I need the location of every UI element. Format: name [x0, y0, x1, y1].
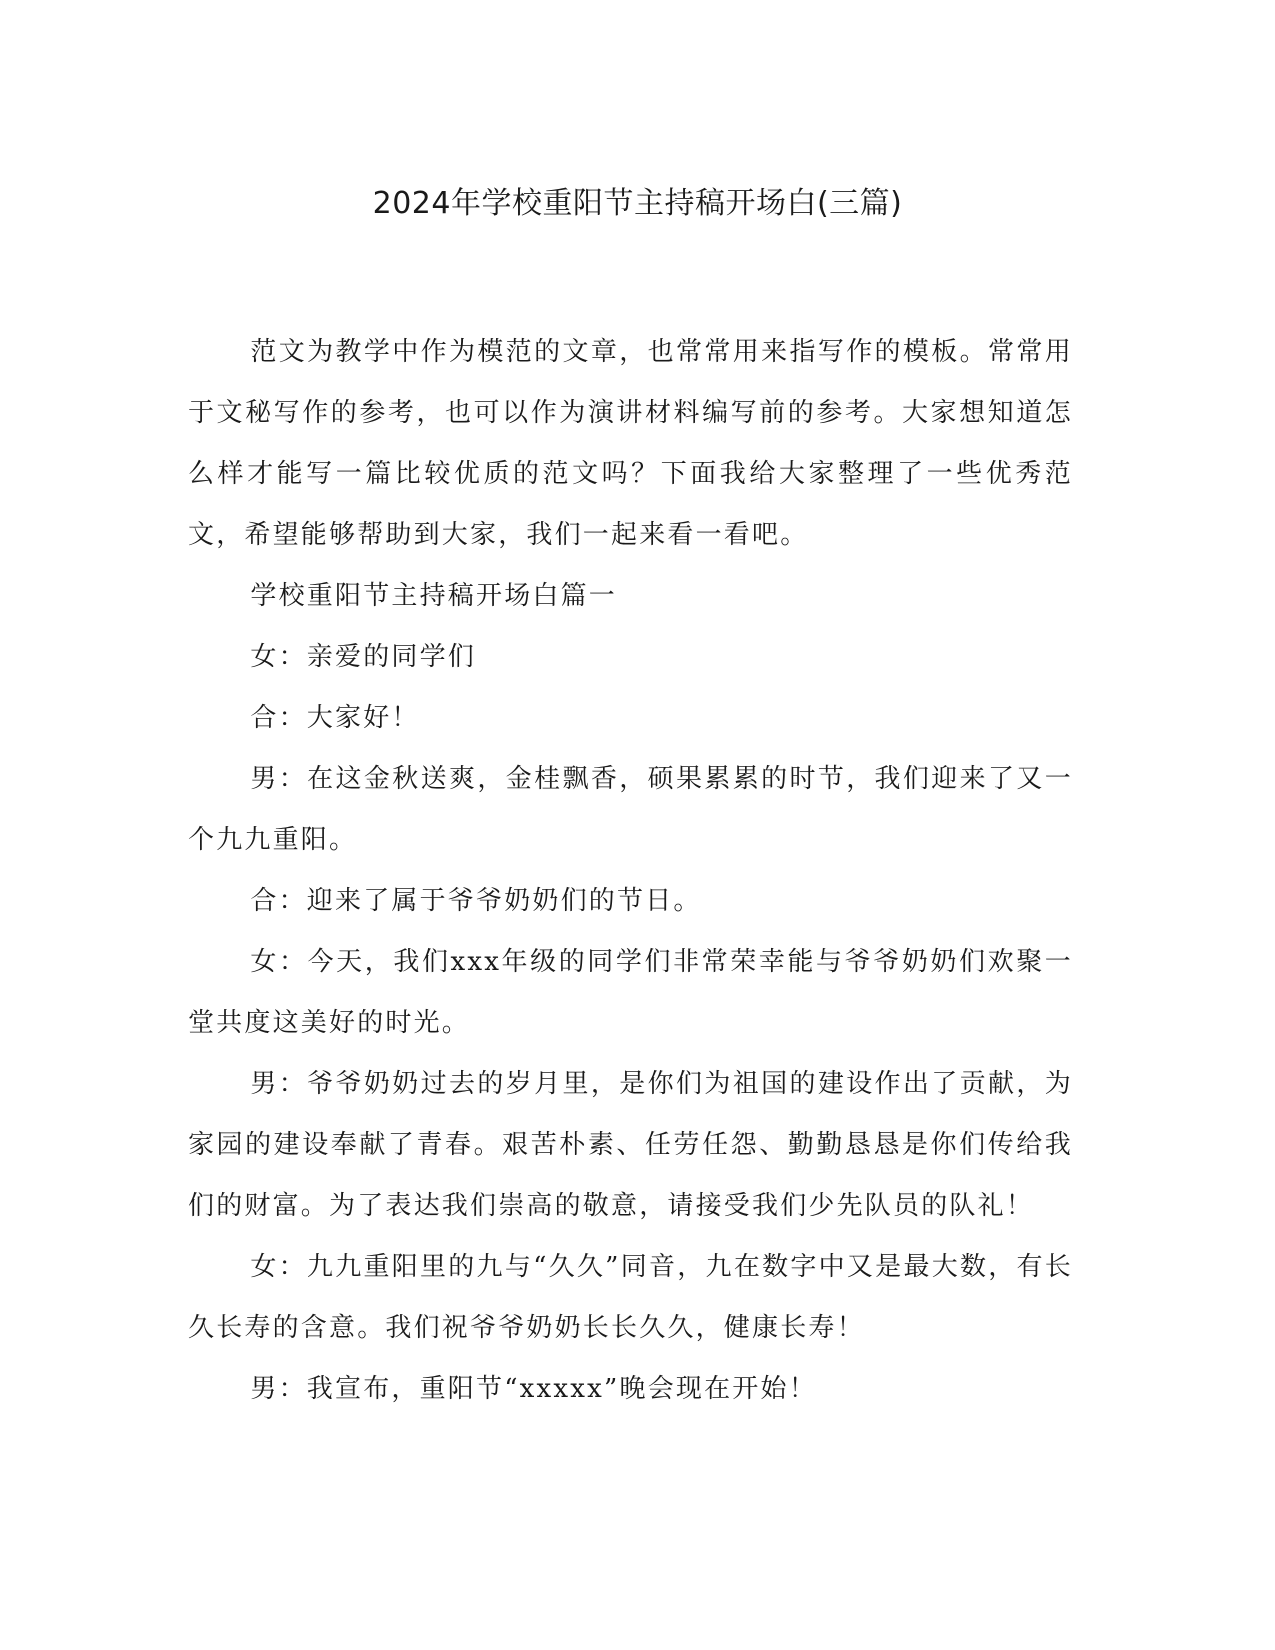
section-heading: 学校重阳节主持稿开场白篇一 — [250, 581, 617, 611]
dialogue-line: 女：亲爱的同学们 — [250, 642, 476, 672]
dialogue-line: 女：今天，我们xxx年级的同学们非常荣幸能与爷爷奶奶们欢聚一堂共度这美好的时光。 — [188, 947, 1073, 1038]
dialogue-line: 男：爷爷奶奶过去的岁月里，是你们为祖国的建设作出了贡献，为家园的建设奉献了青春。艰苦朴素、任劳任怨、勤勤恳恳是你们传给我们的财富。为了表达我们崇高的敬意，请接受我们少先队员的队礼！ — [188, 1069, 1073, 1221]
dialogue-line: 男：在这金秋送爽，金桂飘香，硕果累累的时节，我们迎来了又一个九九重阳。 — [188, 764, 1073, 855]
dialogue-line: 合：迎来了属于爷爷奶奶们的节日。 — [250, 886, 702, 916]
document-body — [188, 322, 1073, 1420]
dialogue-line: 男：我宣布，重阳节“xxxxx”晚会现在开始！ — [250, 1374, 817, 1404]
dialogue-line: 女：九九重阳里的九与“久久”同音，九在数字中又是最大数，有长久长寿的含意。我们祝爷爷奶奶长长久久，健康长寿！ — [188, 1252, 1073, 1343]
dialogue-line: 合：大家好！ — [250, 703, 420, 733]
document-title: 2024年学校重阳节主持稿开场白(三篇) — [372, 186, 903, 221]
paragraph-intro: 范文为教学中作为模范的文章，也常常用来指写作的模板。常常用于文秘写作的参考，也可以作为演讲材料编写前的参考。大家想知道怎么样才能写一篇比较优质的范文吗？下面我给大家整理了一些优秀范文，希望能够帮助到大家，我们一起来看一看吧。 — [188, 337, 1073, 550]
